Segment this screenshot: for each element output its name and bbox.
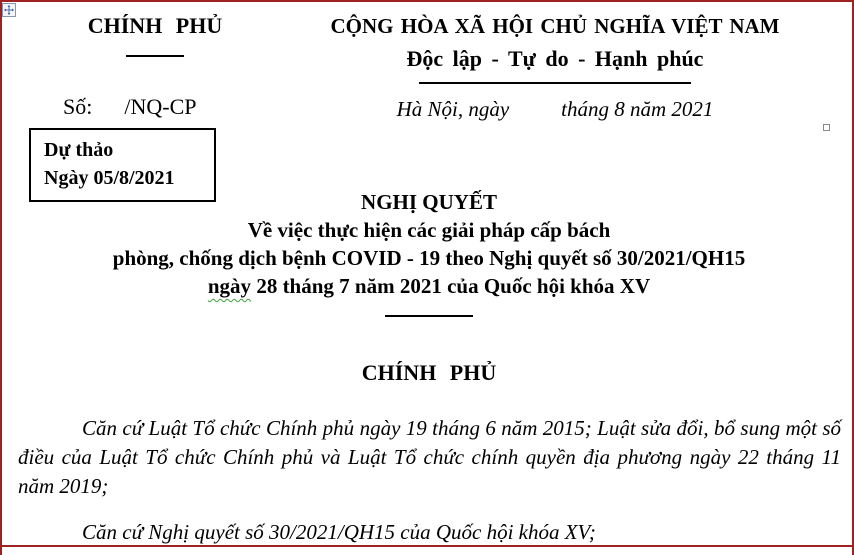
spellcheck-flagged-word: ngày: [207, 274, 252, 298]
issuer-heading: CHÍNH PHỦ: [361, 360, 497, 385]
issuing-org-name: CHÍNH PHỦ: [87, 13, 223, 38]
draft-label: Dự thảo: [44, 139, 114, 161]
national-title: CỘNG HÒA XÃ HỘI CHỦ NGHĨA VIỆT NAM: [330, 14, 780, 38]
object-marker-icon: [823, 124, 830, 131]
place-date-prefix: Hà Nội, ngày: [396, 97, 510, 121]
org-name-divider: [126, 55, 184, 57]
document-type-heading: NGHỊ QUYẾT: [361, 190, 497, 214]
place-and-date-line: [290, 96, 820, 122]
document-body: [18, 414, 841, 547]
page-bottom-border: [0, 545, 854, 547]
title-subject-line2: phòng, chống dịch bệnh COVID - 19 theo Nghị quyết số 30/2021/QH15: [112, 246, 746, 270]
place-date-suffix: tháng 8 năm 2021: [561, 97, 714, 121]
document-number-label: Số:: [63, 94, 93, 119]
national-motto: Độc lập - Tự do - Hạnh phúc: [406, 46, 704, 71]
title-divider: [385, 315, 473, 317]
title-subject-line1: Về việc thực hiện các giải pháp cấp bách: [247, 218, 611, 242]
header-left-column: [40, 13, 270, 120]
title-subject-line3: [18, 272, 840, 300]
document-title-block: [18, 188, 840, 387]
draft-date: Ngày 05/8/2021: [44, 167, 175, 189]
title-subject-line3-rest: 28 tháng 7 năm 2021 của Quốc hội khóa XV: [251, 274, 651, 298]
header-right-column: [290, 13, 820, 122]
move-arrows-icon: [4, 5, 14, 15]
legal-basis-paragraph-1: Căn cứ Luật Tổ chức Chính phủ ngày 19 tháng 6 năm 2015; Luật sửa đổi, bổ sung một số điều của Luật Tổ chức Chính phủ và Luật Tổ chức chính quyền địa phương ngày 22 tháng 11 năm 2019;: [18, 416, 841, 498]
document-number-row: [40, 94, 270, 120]
motto-divider: [419, 82, 691, 84]
table-move-handle-icon[interactable]: [2, 3, 16, 17]
document-number-value: /NQ-CP: [124, 94, 197, 119]
legal-basis-paragraph-2: Căn cứ Nghị quyết số 30/2021/QH15 của Quốc hội khóa XV;: [82, 520, 596, 544]
